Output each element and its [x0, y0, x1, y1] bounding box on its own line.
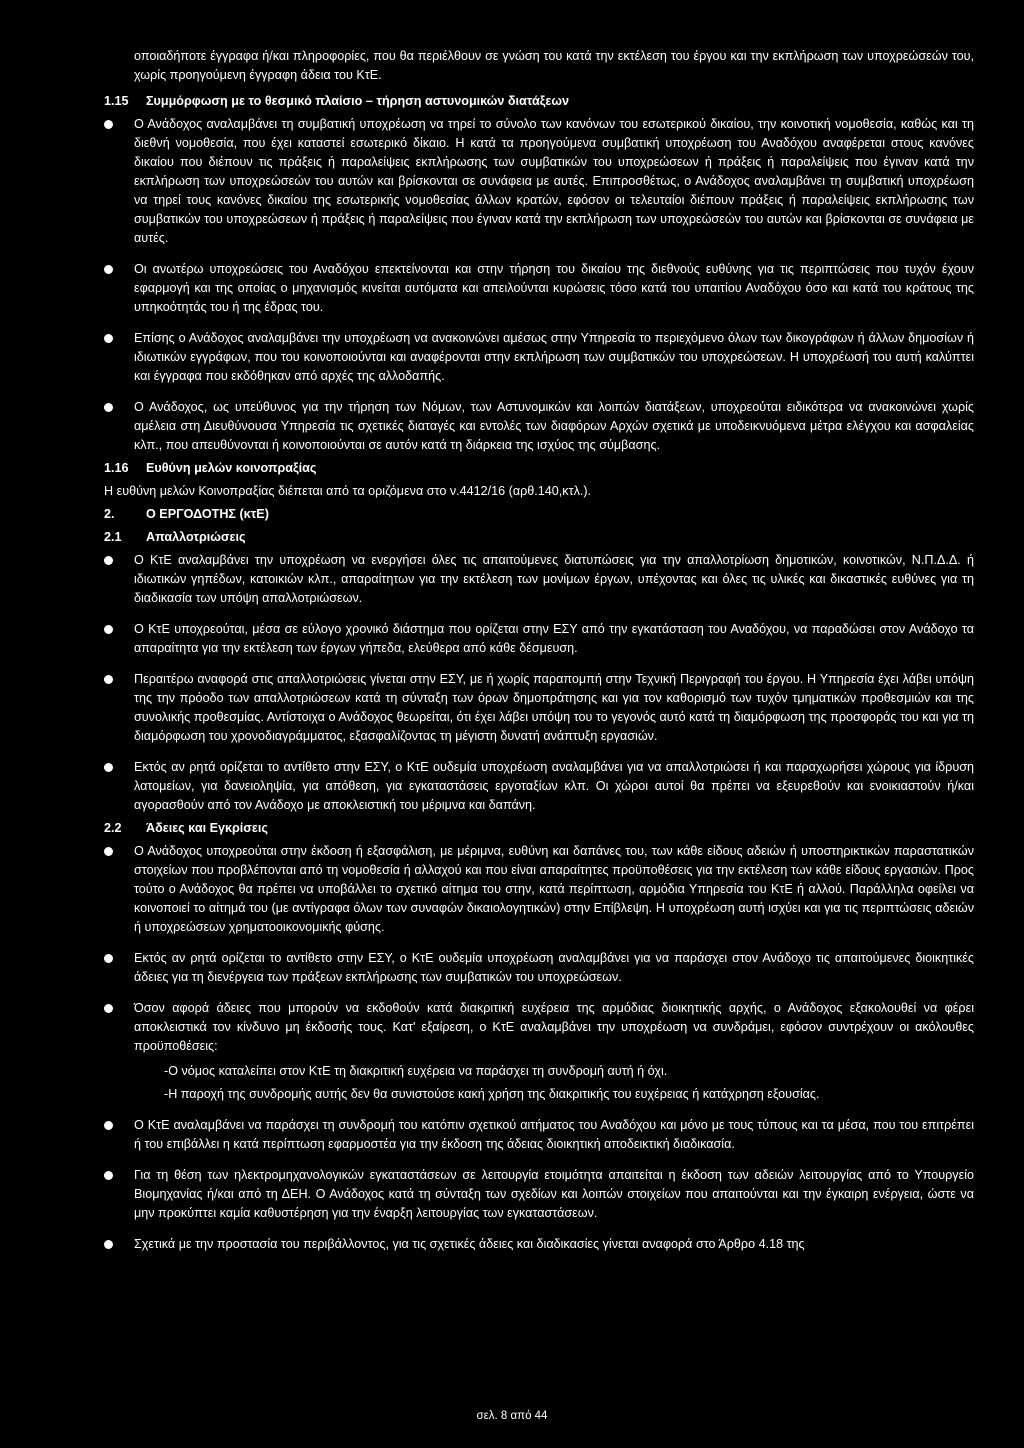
list-item-text: Για τη θέση των ηλεκτρομηχανολογικών εγκαταστάσεων σε λειτουργία ετοιμότητα απαιτείται η έκδοση των αδειών λειτουργίας από το Υπουργείο Βιομηχανίας ή/και από τη ΔΕΗ. Ο Ανάδοχος κατά τη σύνταξη των σχεδίων και λοιπών στοιχείων που απαιτούνται και την έγκαιρη ενέργεια, ώστε να μην προκύπτει καμία καθυστέρηση για την έναρξη λειτουργίας των εγκαταστάσεων.: [134, 1168, 974, 1220]
intro-paragraph: [104, 47, 974, 85]
list-item-text: Ο Ανάδοχος, ως υπεύθυνος για την τήρηση των Νόμων, των Αστυνομικών και λοιπών διατάξεων, υποχρεούται ειδικότερα να ανακοινώνει χωρίς αμέλεια στη Διευθύνουσα Υπηρεσία τις σχετικές διαταγές και εντολές των διαφόρων Αρχών σχετικά με υποδεικνυόμενα μέτρα ελέγχου και ασφαλείας κλπ., που απευθύνονται ή κοινοποιούνται σε αυτόν κατά τη διάρκεια της ισχύος της σύμβασης.: [134, 400, 974, 452]
bullet-icon: [104, 847, 113, 856]
section-title: Ευθύνη μελών κοινοπραξίας: [146, 461, 317, 475]
section-heading-2: [104, 505, 974, 524]
list-item: [104, 758, 974, 815]
list-item: [104, 620, 974, 658]
bullet-icon: [104, 120, 113, 129]
list-item: [104, 842, 974, 937]
list-item-text: Ο ΚτΕ υποχρεούται, μέσα σε εύλογο χρονικό διάστημα που ορίζεται στην ΕΣΥ από την εγκατάσταση του Αναδόχου, να παραδώσει στον Ανάδοχο τα απαραίτητα για την εκτέλεση των έργων γήπεδα, ελεύθερα από κάθε δέσμευση.: [134, 622, 974, 655]
bullet-icon: [104, 1004, 113, 1013]
section-number: 1.15: [104, 94, 129, 108]
section-number: 2.2: [104, 821, 122, 835]
section-title: Απαλλοτριώσεις: [146, 530, 246, 544]
list-item-text: Ο Ανάδοχος αναλαμβάνει τη συμβατική υποχρέωση να τηρεί το σύνολο των κανόνων του εσωτερικού δικαίου, την κοινοτική νομοθεσία, καθώς και τη διεθνή νομοθεσία, που έχει καταστεί εσωτερικό δίκαιο. Η κατά τα προηγούμενα συμβατική υποχρέωση του Αναδόχου αναφέρεται στους κανόνες δικαίου που διέπουν τις πράξεις ή παραλείψεις εκπλήρωσης των συμβατικών του υποχρεώσεων ή πράξεις ή παραλείψεις που έγιναν κατά την εκπλήρωση των υποχρεώσεών του αυτών και βρίσκονται σε συνάφεια με αυτές. Επιπροσθέτως, ο Ανάδοχος αναλαμβάνει τη συμβατική υποχρέωση να τηρεί τους κανόνες δικαίου της εσωτερικής νομοθεσίας άλλων κρατών, εφόσον οι τελευταίοι διέπουν πράξεις ή παραλείψεις εκπλήρωσης των συμβατικών του υποχρεώσεων ή πράξεις ή παραλείψεις που έγιναν κατά την εκπλήρωση των υποχρεώσεών του αυτών και βρίσκονται σε συνάφεια με αυτές.: [134, 117, 974, 245]
bullet-icon: [104, 334, 113, 343]
paragraph-1-16: Η ευθύνη μελών Κοινοπραξίας διέπεται από τα οριζόμενα στο ν.4412/16 (αρθ.140,κτλ.).: [104, 484, 592, 498]
list-item: [104, 115, 974, 248]
bullet-icon: [104, 1171, 113, 1180]
list-item-text: Εκτός αν ρητά ορίζεται το αντίθετο στην ΕΣΥ, ο ΚτΕ ουδεμία υποχρέωση αναλαμβάνει για να παράσχει στον Ανάδοχο τις απαιτούμενες διοικητικές άδειες για τη διενέργεια των πράξεων εκπλήρωσης των συμβατικών του υποχρεώσεων.: [134, 951, 974, 984]
list-item: [104, 670, 974, 746]
section-number: 2.: [104, 507, 115, 521]
section-heading-1-15: [104, 92, 974, 111]
bullet-icon: [104, 403, 113, 412]
section-heading-2-1: [104, 528, 974, 547]
list-item: [104, 999, 974, 1056]
list-item-text: Εκτός αν ρητά ορίζεται το αντίθετο στην ΕΣΥ, ο ΚτΕ ουδεμία υποχρέωση αναλαμβάνει για να απαλλοτριώσει ή και παραχωρήσει χώρους για ίδρυση λατομείων, για δανειοληψία, για απόθεση, για εγκαταστάσεις εργοταξίων κλπ. Οι χώροι αυτοί θα πρέπει να εξευρεθούν και ενοικιαστούν ή/και αγορασθούν από τον Ανάδοχο με αποκλειστική του μέριμνα και δαπάνη.: [134, 760, 974, 812]
section-title: Ο ΕΡΓΟΔΟΤΗΣ (κτΕ): [146, 507, 269, 521]
list-item-text: Ο ΚτΕ αναλαμβάνει να παράσχει τη συνδρομή του κατόπιν σχετικού αιτήματος του Αναδόχου και μόνο με τους τύπους και τα μέσα, που του επιτρέπει ή του επιβάλλει η κατά περίπτωση εφαρμοστέα για την έκδοση της άδειας διοικητική αποδεικτική διαδικασία.: [134, 1118, 974, 1151]
condition-line: -Ο νόμος καταλείπει στον ΚτΕ τη διακριτική ευχέρεια να παράσχει τη συνδρομή αυτή ή όχι.: [164, 1064, 668, 1078]
list-item-text: Όσον αφορά άδειες που μπορούν να εκδοθούν κατά διακριτική ευχέρεια της αρμόδιας διοικητικής αρχής, ο Ανάδοχος εξακολουθεί να φέρει αποκλειστικά τον κίνδυνο μη έκδοσής τους. Κατ' εξαίρεση, ο ΚτΕ αναλαμβάνει την υποχρέωση να συνδράμει, εφόσον συντρέχουν οι ακόλουθες προϋποθέσεις:: [134, 1001, 974, 1053]
list-item-text: Επίσης ο Ανάδοχος αναλαμβάνει την υποχρέωση να ανακοινώνει αμέσως στην Υπηρεσία το περιεχόμενο όλων των δικογράφων ή άλλων δημοσίων ή ιδιωτικών εγγράφων, που του κοινοποιούνται και αναφέρονται στην εκπλήρωση των συμβατικών του υποχρεώσεων. Η υποχρέωσή του αυτή καλύπτει και έγγραφα που εκδόθηκαν από αρχές της αλλοδαπής.: [134, 331, 974, 383]
list-item-text: Σχετικά με την προστασία του περιβάλλοντος, για τις σχετικές άδειες και διαδικασίες γίνεται αναφορά στο Άρθρο 4.18 της: [134, 1237, 805, 1251]
list-item-text: Ο ΚτΕ αναλαμβάνει την υποχρέωση να ενεργήσει όλες τις απαιτούμενες διατυπώσεις για την απαλλοτρίωση δημοτικών, κοινοτικών, Ν.Π.Δ.Δ. ή ιδιωτικών γηπέδων, κατοικιών κλπ., απαραίτητων για την εκτέλεση των μονίμων έργων, υπέχοντας και όλες τις υλικές και δικαστικές ευθύνες για τη διαδικασία των υπόψη απαλλοτριώσεων.: [134, 553, 974, 605]
bullet-icon: [104, 763, 113, 772]
section-title: Άδειες και Εγκρίσεις: [146, 821, 268, 835]
list-item-text: Οι ανωτέρω υποχρεώσεις του Αναδόχου επεκτείνονται και στην τήρηση του δικαίου της διεθνούς ευθύνης για τις περιπτώσεις που τυχόν έχουν εφαρμογή και της οποίας ο μηχανισμός κινείται αυτόματα και απειλούνται κυρώσεις τόσο κατά του υπαιτίου Αναδόχου όσο και κατά του κράτους της υπηκοότητάς του ή της έδρας του.: [134, 262, 974, 314]
bullet-icon: [104, 1240, 113, 1249]
section-title: Συμμόρφωση με το θεσμικό πλαίσιο – τήρηση αστυνομικών διατάξεων: [146, 94, 570, 108]
section-heading-1-16: [104, 459, 974, 478]
list-item: [104, 329, 974, 386]
list-item: [104, 551, 974, 608]
page-number: σελ. 8 από 44: [476, 1410, 548, 1422]
list-item: [104, 1166, 974, 1223]
bullet-icon: [104, 265, 113, 274]
section-heading-2-2: [104, 819, 974, 838]
list-item-text: Περαιτέρω αναφορά στις απαλλοτριώσεις γίνεται στην ΕΣΥ, με ή χωρίς παραπομπή στην Τεχνική Περιγραφή του έργου. Η Υπηρεσία έχει λάβει υπόψη της την πρόοδο των απαλλοτριώσεων κατά τη σύνταξη των όρων δημοπράτησης και για τον καθορισμό των τυχόν τμηματικών προθεσμιών και της συνολικής προθεσμίας. Αντίστοιχα ο Ανάδοχος θεωρείται, ότι έχει λάβει υπόψη του το γεγονός αυτό κατά τη διαμόρφωση της προσφοράς του και για τη διαμόρφωση του χρονοδιαγράμματος, εξασφαλίζοντας τη μέγιστη δυνατή ανάπτυξη εργασιών.: [134, 672, 974, 743]
bullet-icon: [104, 625, 113, 634]
list-item: [104, 260, 974, 317]
condition-line: -Η παροχή της συνδρομής αυτής δεν θα συνιστούσε κακή χρήση της διακριτικής του ευχέρειας ή κατάχρηση εξουσίας.: [164, 1087, 820, 1101]
list-item: [104, 398, 974, 455]
bullet-icon: [104, 556, 113, 565]
bullet-icon: [104, 675, 113, 684]
bullet-icon: [104, 954, 113, 963]
list-item-text: Ο Ανάδοχος υποχρεούται στην έκδοση ή εξασφάλιση, με μέριμνα, ευθύνη και δαπάνες του, των κάθε είδους αδειών ή υποστηρικτικών παραστατικών στοιχείων που προβλέπονται από τη νομοθεσία ή αλλαχού και που είναι απαραίτητες προϋποθέσεις για την εκτέλεση των κάθε είδους εργασιών. Προς τούτο ο Ανάδοχος θα πρέπει να υποβάλλει το σχετικό αίτημα του στην, κατά περίπτωση, αρμόδια Υπηρεσία του ΚτΕ ή αλλού. Παράλληλα οφείλει να κοινοποιεί το αίτημά του (με αντίγραφα όλων των συναφών δικαιολογητικών) στην Επίβλεψη. Η υποχρέωση αυτή ισχύει και για τις περιπτώσεις αδειών ή υποχρεώσεων χρηματοοικονομικής φύσης.: [134, 844, 974, 934]
section-number: 1.16: [104, 461, 129, 475]
list-item: [104, 949, 974, 987]
list-item: [104, 1116, 974, 1154]
section-number: 2.1: [104, 530, 122, 544]
list-item: [104, 1235, 974, 1254]
bullet-icon: [104, 1121, 113, 1130]
intro-text: οποιαδήποτε έγγραφα ή/και πληροφορίες, που θα περιέλθουν σε γνώση του κατά την εκτέλεση του έργου και την εκπλήρωση των υποχρεώσεών του, χωρίς προηγούμενη έγγραφη άδεια του ΚτΕ.: [134, 49, 974, 82]
